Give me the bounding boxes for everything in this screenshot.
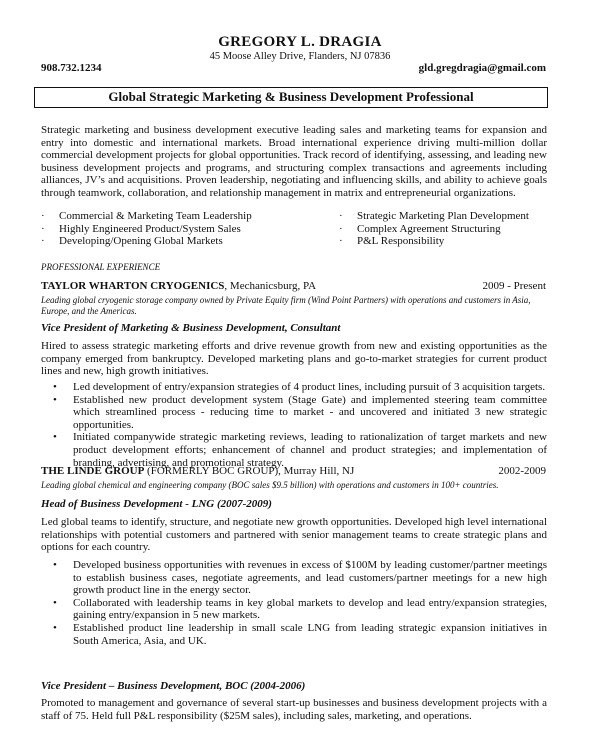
role-title: Vice President of Marketing & Business Development, Consultant <box>41 322 341 334</box>
list-item <box>41 381 547 394</box>
email-address[interactable]: gld.gregdragia@gmail.com <box>418 62 546 74</box>
company-name: TAYLOR WHARTON CRYOGENICS <box>41 280 225 292</box>
company-name: THE LINDE GROUP <box>41 465 145 477</box>
achievement-text: Established new product development system (Stage Gate) and implemented steering team committee which streamlined process - reducing time to market - and uncovered and initiated 3 new strategic opportunities. <box>73 393 547 431</box>
skill-label: Complex Agreement Structuring <box>357 222 501 235</box>
bullet-icon: • <box>53 431 57 444</box>
achievement-text: Led development of entry/expansion strategies of 4 product lines, including pursuit of 3 acquisition targets. <box>73 381 546 393</box>
list-item <box>41 559 547 597</box>
bullet-icon: · <box>41 222 45 235</box>
achievement-text: Established product line leadership in small scale LNG from leading strategic expansion initiatives in South America, Asia, and UK. <box>73 621 547 647</box>
skill-label: Highly Engineered Product/System Sales <box>59 222 241 235</box>
skill-item <box>41 235 252 248</box>
skill-label: P&L Responsibility <box>357 235 445 248</box>
achievements-list <box>41 381 547 469</box>
role-summary: Led global teams to identify, structure, and negotiate new growth opportunities. Developed high level international relationships with potential customers and partnered with senior management teams to create strategic plans and options for each country. <box>41 516 547 554</box>
company-description: Leading global chemical and engineering company (BOC sales $9.5 billion) with operations and customers in 100+ countries. <box>41 480 499 490</box>
job-dates: 2002-2009 <box>498 465 546 477</box>
skills-column-left <box>41 210 252 248</box>
skill-item <box>41 210 252 223</box>
skill-item <box>339 210 529 223</box>
role-summary: Promoted to management and governance of several start-up businesses and business development projects with a staff of 75. Held full P&L responsibility ($25M sales), including sales, marketing, and operations. <box>41 697 547 722</box>
achievement-text: Developed business opportunities with revenues in excess of $100M by leading customer/partner meetings to establish business cases, negotiate agreements, and lead customers/partner meetings for a new high growth product line in the energy sector. <box>73 559 547 597</box>
company-description: Leading global cryogenic storage company owned by Private Equity firm (Wind Point Partners) with operations and customers in Asia, Europe, and the Americas. <box>41 295 531 316</box>
skills-column-right <box>339 210 529 248</box>
skill-label: Developing/Opening Global Markets <box>59 235 223 248</box>
bullet-icon: • <box>53 559 57 571</box>
bullet-icon: • <box>53 393 57 406</box>
skill-item <box>339 223 529 236</box>
summary-paragraph: Strategic marketing and business development executive leading sales and marketing teams for expansion and entry into domestic and international markets. Broad international experience driving multi-million dollar commercial development projects for global opportunities. Track record of identifying, assessing, and leading new business development projects and programs, and structuring complex transactions and agreements including alliances, JV’s and acquisitions. Proven leadership, negotiating and influencing skills, and ability to achieve goals through teamwork, collaboration, and relationship management in matrix and entrepreneurial organizations. <box>41 124 547 199</box>
bullet-icon: · <box>339 210 343 222</box>
role-title: Vice President – Business Development, BOC (2004-2006) <box>41 680 306 692</box>
company-location: , Mechanicsburg, PA <box>224 280 317 292</box>
bullet-icon: • <box>53 621 57 634</box>
achievements-list <box>41 559 547 647</box>
bullet-icon: · <box>339 222 343 235</box>
bullet-icon: · <box>339 235 343 248</box>
professional-title-box: Global Strategic Marketing & Business Development Professional <box>34 87 548 108</box>
skill-item <box>339 235 529 248</box>
role-title: Head of Business Development - LNG (2007-2009) <box>41 498 272 510</box>
bullet-icon: • <box>53 596 57 609</box>
company-location: (FORMERLY BOC GROUP), Murray Hill, NJ <box>144 465 355 477</box>
bullet-icon: · <box>41 210 45 222</box>
list-item <box>41 622 547 647</box>
achievement-text: Initiated companywide strategic marketing reviews, leading to rationalization of target markets and new product development efforts; enhancement of channel and product strategies; and implementation of branding, advertising, and promotional strategy. <box>73 431 547 469</box>
achievement-text: Collaborated with leadership teams in key global markets to develop and lead entry/expansion strategies, gaining entry/expansion in 5 new markets. <box>73 596 547 622</box>
section-heading-experience: PROFESSIONAL EXPERIENCE <box>41 262 161 272</box>
list-item <box>41 394 547 432</box>
job-company-line <box>41 280 316 292</box>
list-item <box>41 597 547 622</box>
job-company-line <box>41 465 354 477</box>
job-dates: 2009 - Present <box>482 280 546 292</box>
phone-number: 908.732.1234 <box>41 62 102 74</box>
skill-item <box>41 223 252 236</box>
bullet-icon: · <box>41 235 45 248</box>
candidate-name: GREGORY L. DRAGIA <box>218 34 382 50</box>
role-summary: Hired to assess strategic marketing efforts and drive revenue growth from new and existing opportunities as the company emerged from bankruptcy. Developed marketing plans and go-to-market strategies for current product lines and new, high growth initiatives. <box>41 340 547 378</box>
skill-label: Commercial & Marketing Team Leadership <box>59 210 252 222</box>
address: 45 Moose Alley Drive, Flanders, NJ 07836 <box>209 51 391 62</box>
bullet-icon: • <box>53 381 57 393</box>
list-item <box>41 431 547 469</box>
skill-label: Strategic Marketing Plan Development <box>357 210 529 222</box>
